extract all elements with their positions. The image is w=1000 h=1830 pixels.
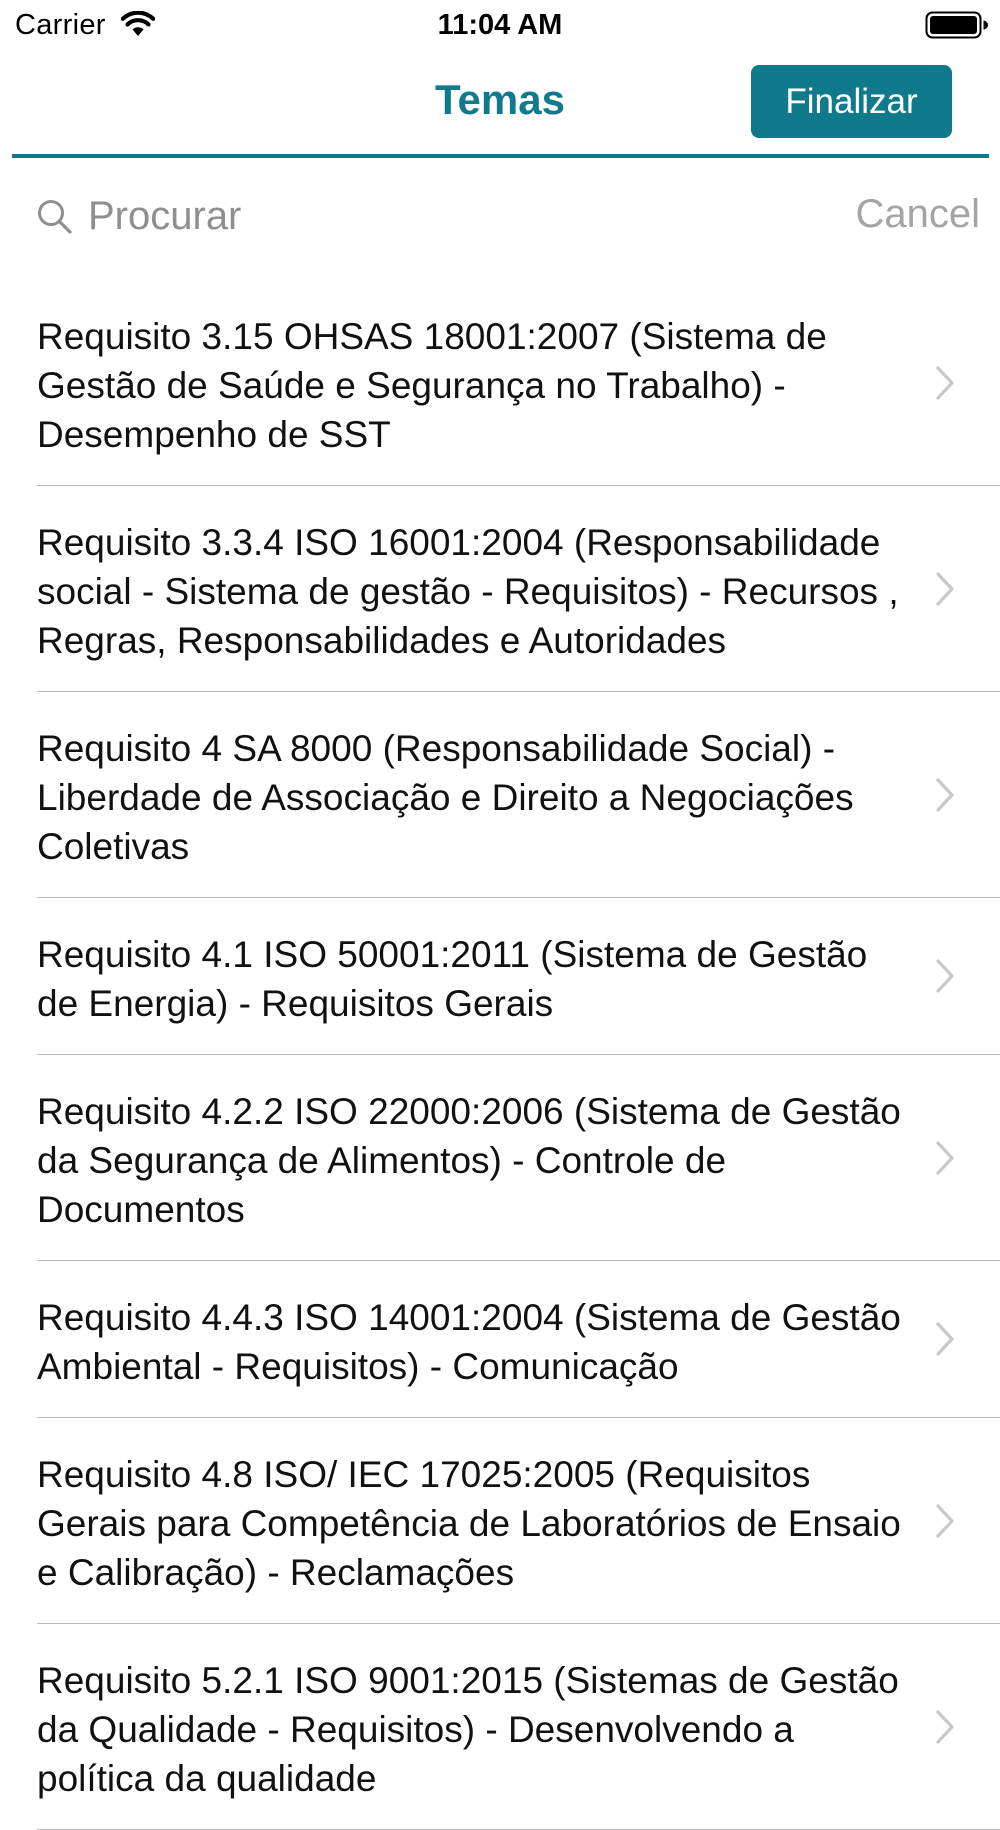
list-item-label: Requisito 3.15 OHSAS 18001:2007 (Sistema de Gestão de Saúde e Segurança no Trabalho) - Desempenho de SST	[37, 316, 827, 455]
list-item[interactable]	[37, 692, 1000, 898]
nav-divider	[12, 154, 989, 158]
chevron-right-icon	[935, 365, 955, 406]
list-item-label: Requisito 3.3.4 ISO 16001:2004 (Responsabilidade social - Sistema de gestão - Requisitos) - Recursos , Regras, Responsabilidades e Autoridades	[37, 522, 899, 661]
chevron-right-icon	[935, 777, 955, 818]
battery-icon	[925, 11, 989, 44]
search-input[interactable]	[88, 188, 708, 244]
page-title: Temas	[435, 76, 565, 123]
list-item-label: Requisito 4.4.3 ISO 14001:2004 (Sistema de Gestão Ambiental - Requisitos) - Comunicação	[37, 1297, 901, 1387]
list-item-label: Requisito 5.2.1 ISO 9001:2015 (Sistemas de Gestão da Qualidade - Requisitos) - Desenvolvendo a política da qualidade	[37, 1660, 899, 1799]
status-time: 11:04 AM	[437, 9, 563, 41]
chevron-right-icon	[935, 958, 955, 999]
chevron-right-icon	[935, 571, 955, 612]
list-item-label: Requisito 4 SA 8000 (Responsabilidade Social) - Liberdade de Associação e Direito a Negociações Coletivas	[37, 728, 854, 867]
list-item[interactable]	[37, 1418, 1000, 1624]
chevron-right-icon	[935, 1503, 955, 1544]
search-bar	[0, 180, 1000, 254]
chevron-right-icon	[935, 1321, 955, 1362]
carrier-label: Carrier	[15, 9, 106, 41]
search-icon	[37, 199, 73, 240]
chevron-right-icon	[935, 1140, 955, 1181]
list-item[interactable]	[37, 898, 1000, 1055]
cancel-button[interactable]: Cancel	[855, 192, 980, 236]
list-item-label: Requisito 4.2.2 ISO 22000:2006 (Sistema de Gestão da Segurança de Alimentos) - Controle de Documentos	[37, 1091, 901, 1230]
list-item-label: Requisito 4.8 ISO/ IEC 17025:2005 (Requisitos Gerais para Competência de Laboratórios de Ensaio e Calibração) - Reclamações	[37, 1454, 901, 1593]
navigation-bar	[0, 52, 1000, 152]
list-item[interactable]	[37, 1624, 1000, 1830]
status-bar	[0, 0, 1000, 52]
list-item[interactable]	[37, 1261, 1000, 1418]
list-item-label: Requisito 4.1 ISO 50001:2011 (Sistema de Gestão de Energia) - Requisitos Gerais	[37, 934, 868, 1024]
list-item[interactable]	[37, 1055, 1000, 1261]
finalize-button[interactable]: Finalizar	[751, 65, 952, 138]
list-item[interactable]	[37, 280, 1000, 486]
topic-list	[0, 280, 1000, 1830]
list-item[interactable]	[37, 486, 1000, 692]
chevron-right-icon	[935, 1709, 955, 1750]
